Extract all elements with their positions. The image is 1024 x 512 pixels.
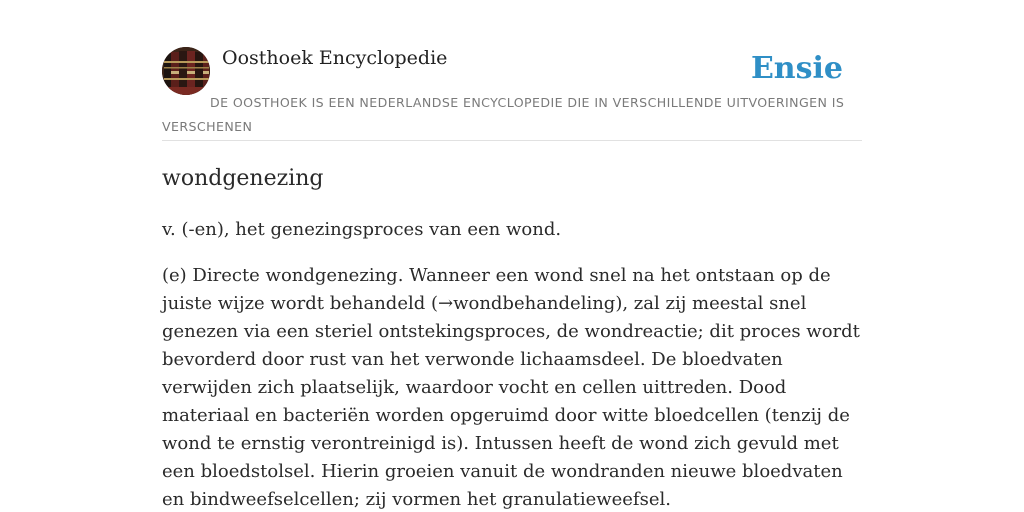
article [162,162,866,512]
article-body: (e) Directe wondgenezing. Wanneer een wond snel na het ontstaan op de juiste wijze wordt behandeld (→wondbehandeling), zal zij meestal snel genezen via een steriel ontstekingsproces, de wondreactie; dit proces wordt bevorderd door rust van het verwonde lichaamsdeel. De bloedvaten verwijden zich plaatselijk, waardoor vocht en cellen uittreden. Dood materiaal en bacteriën worden opgeruimd door witte bloedcellen (tenzij de wond te ernstig verontreinigd is). Intussen heeft de wond zich gevuld met een bloedstolsel. Hierin groeien vanuit de wondranden nieuwe bloedvaten en bindweefselcellen; zij vormen het granulatieweefsel. [162,265,860,510]
site-header [162,46,862,141]
site-tagline: DE OOSTHOEK IS EEN NEDERLANDSE ENCYCLOPEDIE DIE IN VERSCHILLENDE UITVOERINGEN IS VERSCHENEN [162,95,845,134]
encyclopedia-books-icon[interactable] [162,47,210,95]
article-title: wondgenezing [162,166,324,191]
site-name[interactable]: Oosthoek Encyclopedie [222,47,448,69]
brand-logo-text[interactable]: Ensie [750,51,843,86]
article-definition: v. (-en), het genezingsproces van een wond. [162,219,562,240]
